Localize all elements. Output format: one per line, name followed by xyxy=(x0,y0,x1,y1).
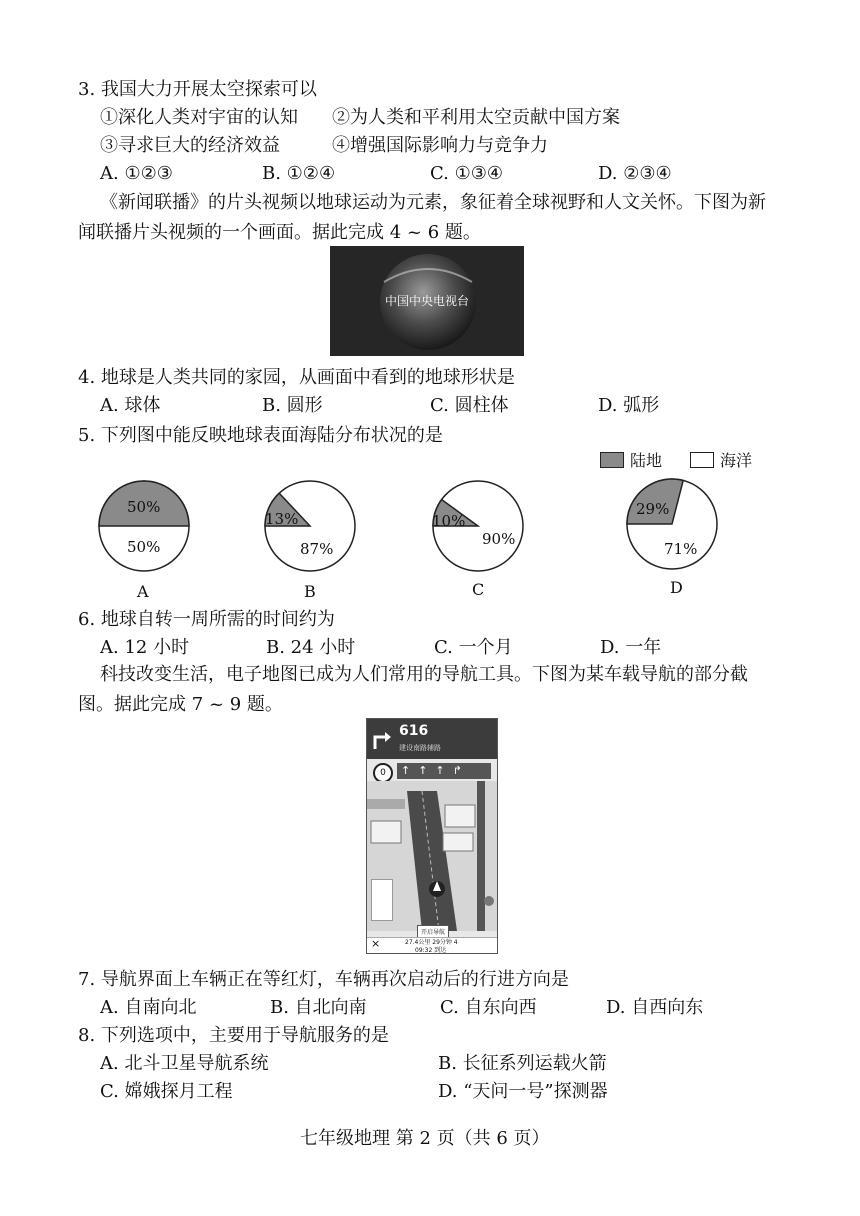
q3-option-a: A. ①②③ xyxy=(100,163,173,184)
start-navigation-button[interactable]: 开启导航 xyxy=(417,925,449,938)
q3-option-d: D. ②③④ xyxy=(598,163,672,184)
q6-stem: 6. 地球自转一周所需的时间约为 xyxy=(78,609,335,630)
pie-d-ocean-label: 71% xyxy=(664,540,698,558)
q7-option-a: A. 自南向北 xyxy=(100,997,197,1018)
q4-option-c: C. 圆柱体 xyxy=(430,395,509,416)
q8-option-d: D. “天问一号”探测器 xyxy=(438,1081,608,1102)
ocean-swatch xyxy=(690,452,714,468)
q4-option-d: D. 弧形 xyxy=(598,395,660,416)
tv-channel-text: 中国中央电视台 xyxy=(384,294,469,308)
nav-road-name: 建设南路辅路 xyxy=(399,744,441,752)
pie-a-land-label: 50% xyxy=(127,498,161,516)
q3-statement-3: ③寻求巨大的经济效益 xyxy=(100,135,280,156)
pie-a-letter: A xyxy=(137,582,149,601)
speed-circle: 0 xyxy=(373,763,393,783)
q3-statement-1: ①深化人类对宇宙的认知 xyxy=(100,107,298,128)
q3-option-b: B. ①②④ xyxy=(262,163,336,184)
pie-c-ocean-label: 90% xyxy=(482,530,516,548)
land-swatch xyxy=(600,452,624,468)
q4-option-a: A. 球体 xyxy=(100,395,161,416)
q7-option-c: C. 自东向西 xyxy=(440,997,537,1018)
side-controls[interactable] xyxy=(371,879,393,921)
page-footer: 七年级地理 第 2 页（共 6 页） xyxy=(300,1128,550,1149)
q3-stem: 3. 我国大力开展太空探索可以 xyxy=(78,79,317,100)
q8-option-b: B. 长征系列运载火箭 xyxy=(438,1053,607,1074)
q8-stem: 8. 下列选项中，主要用于导航服务的是 xyxy=(78,1025,389,1046)
pie-c-land-label: 10% xyxy=(432,512,466,530)
q6-option-a: A. 12 小时 xyxy=(100,637,190,658)
legend-land-label: 陆地 xyxy=(630,451,663,470)
q3-statement-4: ④增强国际影响力与竞争力 xyxy=(332,135,548,156)
pie-d-land-label: 29% xyxy=(636,500,670,518)
lane-arrows: ↑↑↑↱ xyxy=(401,764,470,777)
intro-paragraph-navigation: 科技改变生活，电子地图已成为人们常用的导航工具。下图为某车载导航的部分截图。据此完成 7 ~ 9 题。 xyxy=(78,664,748,715)
q8-option-c: C. 嫦娥探月工程 xyxy=(100,1081,233,1102)
turn-right-icon xyxy=(371,727,395,751)
pie-b-letter: B xyxy=(304,582,316,601)
navigation-screenshot xyxy=(366,718,498,954)
nav-distance: 616 xyxy=(399,723,429,739)
nav-status: 27.4公里 29分钟 4 xyxy=(405,939,458,946)
pie-b-land-label: 13% xyxy=(265,510,299,528)
legend-ocean-label: 海洋 xyxy=(720,451,753,470)
q7-option-d: D. 自西向东 xyxy=(606,997,704,1018)
q6-option-c: C. 一个月 xyxy=(434,637,513,658)
q3-option-c: C. ①③④ xyxy=(430,163,503,184)
pie-chart-a xyxy=(96,478,192,574)
news-broadcast-image xyxy=(330,246,524,356)
nav-eta: 09:32 到达 xyxy=(415,947,447,954)
legend-land xyxy=(600,448,662,471)
q7-option-b: B. 自北向南 xyxy=(270,997,367,1018)
intro-paragraph-news: 《新闻联播》的片头视频以地球运动为元素，象征着全球视野和人文关怀。下图为新闻联播片头视频的一个画面。据此完成 4 ~ 6 题。 xyxy=(78,192,766,243)
pie-b-ocean-label: 87% xyxy=(300,540,334,558)
pie-d-letter: D xyxy=(670,578,683,597)
q6-option-d: D. 一年 xyxy=(600,637,662,658)
q4-option-b: B. 圆形 xyxy=(262,395,323,416)
q5-stem: 5. 下列图中能反映地球表面海陆分布状况的是 xyxy=(78,425,443,446)
q8-option-a: A. 北斗卫星导航系统 xyxy=(100,1053,269,1074)
q7-stem: 7. 导航界面上车辆正在等红灯，车辆再次启动后的行进方向是 xyxy=(78,969,569,990)
legend-ocean xyxy=(690,448,752,471)
pie-c-letter: C xyxy=(472,580,485,599)
q3-statement-2: ②为人类和平利用太空贡献中国方案 xyxy=(332,107,620,128)
close-icon[interactable]: × xyxy=(371,937,381,950)
pie-a-ocean-label: 50% xyxy=(127,538,161,556)
q4-stem: 4. 地球是人类共同的家园，从画面中看到的地球形状是 xyxy=(78,367,515,388)
q6-option-b: B. 24 小时 xyxy=(266,637,356,658)
